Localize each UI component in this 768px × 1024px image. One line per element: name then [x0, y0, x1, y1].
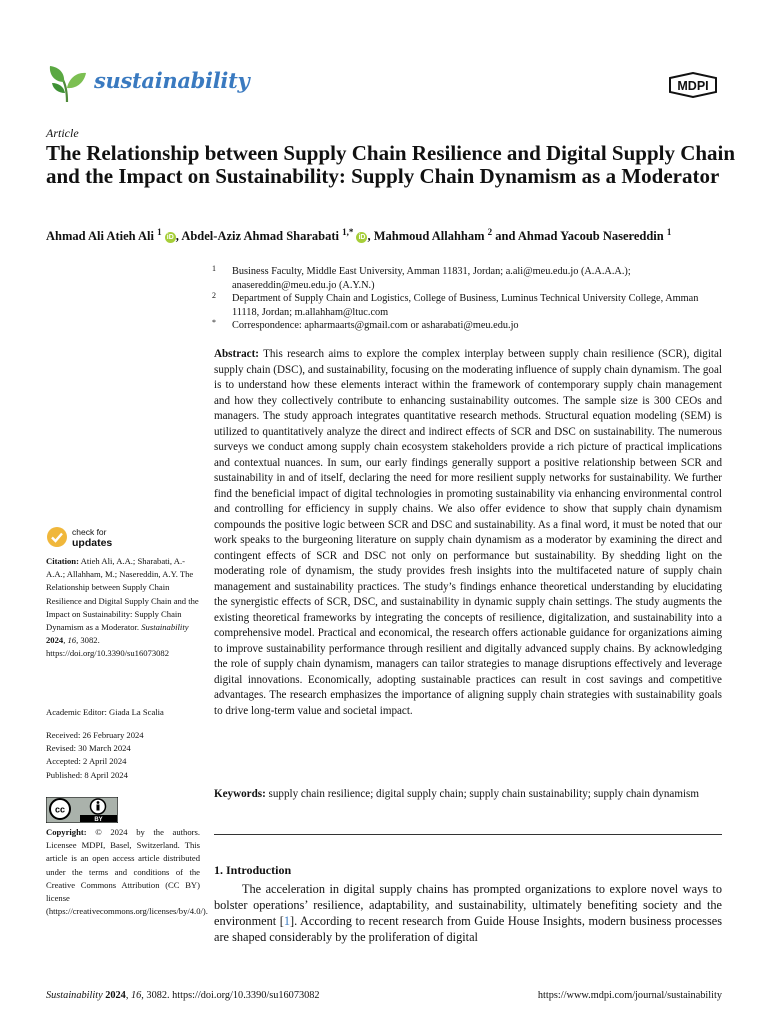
affiliation-text: Department of Supply Chain and Logistics, College of Business, Luminus Technical University College, Amman 11118, Jordan; m.allahham@ltuc.com — [232, 293, 699, 318]
article-type: Article — [46, 126, 79, 140]
keywords-text: supply chain resilience; digital supply chain; supply chain sustainability; supply chain dynamism — [268, 788, 699, 800]
section-divider — [214, 834, 722, 835]
author-list: Ahmad Ali Atieh Ali $^1$ iD , Abdel-Aziz Ahmad Sharabati $^{1,*}$ iD , Mahmoud Allahham $^2$ and Ahmad Yacoub Nasereddin $^1$ — [46, 227, 672, 244]
revised-date: Revised: 30 March 2024 — [46, 743, 131, 754]
author-name: Ahmad Yacoub Nasereddin — [517, 229, 667, 244]
academic-editor: Academic Editor: Giada La Scalia — [46, 707, 164, 717]
reference-link-1[interactable]: 1 — [283, 914, 290, 928]
abstract-label: Abstract: — [214, 348, 259, 360]
mdpi-logo-text: MDPI — [677, 79, 709, 93]
accepted-date: Accepted: 2 April 2024 — [46, 756, 127, 767]
author-name: Mahmoud Allahham — [373, 229, 488, 244]
check-for-updates-badge[interactable] — [46, 526, 166, 550]
check-updates-icon — [46, 526, 68, 548]
correspondence — [214, 319, 724, 333]
affiliation-2 — [214, 292, 724, 320]
abstract — [214, 347, 722, 719]
intro-paragraph: The acceleration in digital supply chains has prompted organizations to explore novel ways to bolster operations’ resilience, adaptability, and sustainability, ultimately benefiting society and the environment [1]. According to recent research from Guide House Insights, modern business processes are shaped considerably by the proliferation of digital — [214, 882, 722, 944]
orcid-icon[interactable]: iD — [166, 234, 174, 242]
affiliation-number: * — [212, 318, 216, 327]
affiliation-number: 2 — [212, 291, 216, 300]
author-name: Abdel-Aziz Ahmad Sharabati — [181, 229, 343, 244]
author-affiliation-marker: 1 — [666, 227, 672, 237]
mdpi-logo — [664, 72, 722, 98]
updates-word: updates — [72, 537, 113, 549]
affiliation-text: Business Faculty, Middle East University, Amman 11831, Jordan; a.ali@meu.edu.jo (A.A.A.A.); anasereddin@meu.edu.jo (A.Y.N.) — [232, 266, 631, 291]
received-date: Received: 26 February 2024 — [46, 730, 144, 740]
updates-check-text: check for — [72, 527, 107, 537]
cc-by-license-badge[interactable] — [46, 797, 118, 823]
author-affiliation-marker: 2 — [487, 227, 493, 237]
journal-name: sustainability — [94, 68, 250, 93]
abstract-text: This research aims to explore the complex interplay between supply chain resilience (SCR), digital supply chain (DSC), and sustainability, focusing on the moderating influence of supply chain dynamism. The goal is to understand how these elements interact within the framework of contemporary supply chain management and how they collectively contribute to enhancing sustainability outcomes. The sample size is 300 CEOs and managers. The study approach integrates quantitative research methods. Structural equation modeling (SEM) is utilized to quantitatively analyze the direct and indirect effects of SCR and DSC on sustainability. The numerous surveys we conduct among supply chain ecosystem stakeholders provide a rich picture of practical implications and contextual nuances. In sum, our early findings generally support a positive relationship between SCR and sustainability in and of itself, declaring the need for more resilient supply networks for sustainability. We further find the beneficial impact of digital technologies in promoting sustainability via enhancing environmental control and controlling for efficiency in supply chains. We also offer evidence to show that supply chain dynamism compounds the positive logic between SCR and DSC and sustainability. As a final word, it must be noted that our work speaks to the burgeoning literature on supply chain dynamism as a moderator by examining the direct and contingent effects of SCR and DSC not only on performance but sustainability. By shedding light on the moderating role of dynamism, the study provides fresh insights into the multifaceted nature of supply chain management and sustainability practices. The study’s findings enhance theoretical understanding by elucidating the synergistic effects of SCR, DSC, and sustainability in dynamic supply chain settings. The study augments the existing theoretical frameworks by integrating the concepts of resilience, digitalization, and sustainability into a comprehensive model. Practical and economical, the research offers actionable guidance for organizations aiming to improve sustainability performance through resilient and digitally advanced supply chains. By acknowledging the role of supply chain dynamism, managers can tailor strategies to manage disruptions effectively and leverage digital innovations. Economically, adopting sustainable practices can result in cost savings and competitive advantages. The research emphasizes the importance of aligning supply chain strategies with sustainability goals to drive long-term value and societal impact. — [214, 348, 722, 717]
sustainability-leaf-logo — [46, 62, 88, 104]
affiliation-1 — [214, 265, 724, 293]
published-date: Published: 8 April 2024 — [46, 769, 128, 780]
article-title: The Relationship between Supply Chain Resilience and Digital Supply Chain and the Impact on Sustainability: Supply Chain Dynamism as a Moderator — [46, 141, 736, 188]
keywords — [214, 787, 722, 803]
keywords-label: Keywords: — [214, 788, 266, 800]
orcid-icon[interactable]: iD — [358, 234, 366, 242]
person-icon — [97, 801, 100, 804]
copyright-notice: Copyright: © 2024 by the authors. Licensee MDPI, Basel, Switzerland. This article is an open access article distributed under the terms and conditions of the Creative Commons Attribution (CC BY) license (https://creativecommons.org/licenses/by/4.0/). — [46, 827, 208, 917]
cc-by-label: BY — [94, 817, 103, 823]
author-name: Ahmad Ali Atieh Ali — [46, 229, 158, 244]
footer-journal-url[interactable]: https://www.mdpi.com/journal/sustainability — [537, 990, 722, 1001]
intro-heading: 1. Introduction — [214, 863, 292, 877]
footer-citation: Sustainability 2024, 16, 3082. https://doi.org/10.3390/su16073082 — [46, 990, 320, 1001]
cc-icon: cc — [54, 804, 66, 815]
author-affiliation-marker: 1,* — [342, 227, 354, 237]
affiliation-text: Correspondence: apharmaarts@gmail.com or asharabati@meu.edu.jo — [232, 320, 519, 331]
citation-block: Citation: Atieh Ali, A.A.; Sharabati, A.-A.A.; Allahham, M.; Nasereddin, A.Y. The Relationship between Supply Chain Resilience and Digital Supply Chain and the Impact on Sustainability: Supply Chain Dynamism as a Moderator. Sustainability 2024, 16, 3082. https://doi.org/10.3390/su16073082 — [46, 556, 199, 659]
publication-dates — [46, 729, 200, 782]
author-affiliation-marker: 1 — [157, 227, 162, 237]
affiliation-number: 1 — [212, 264, 216, 273]
